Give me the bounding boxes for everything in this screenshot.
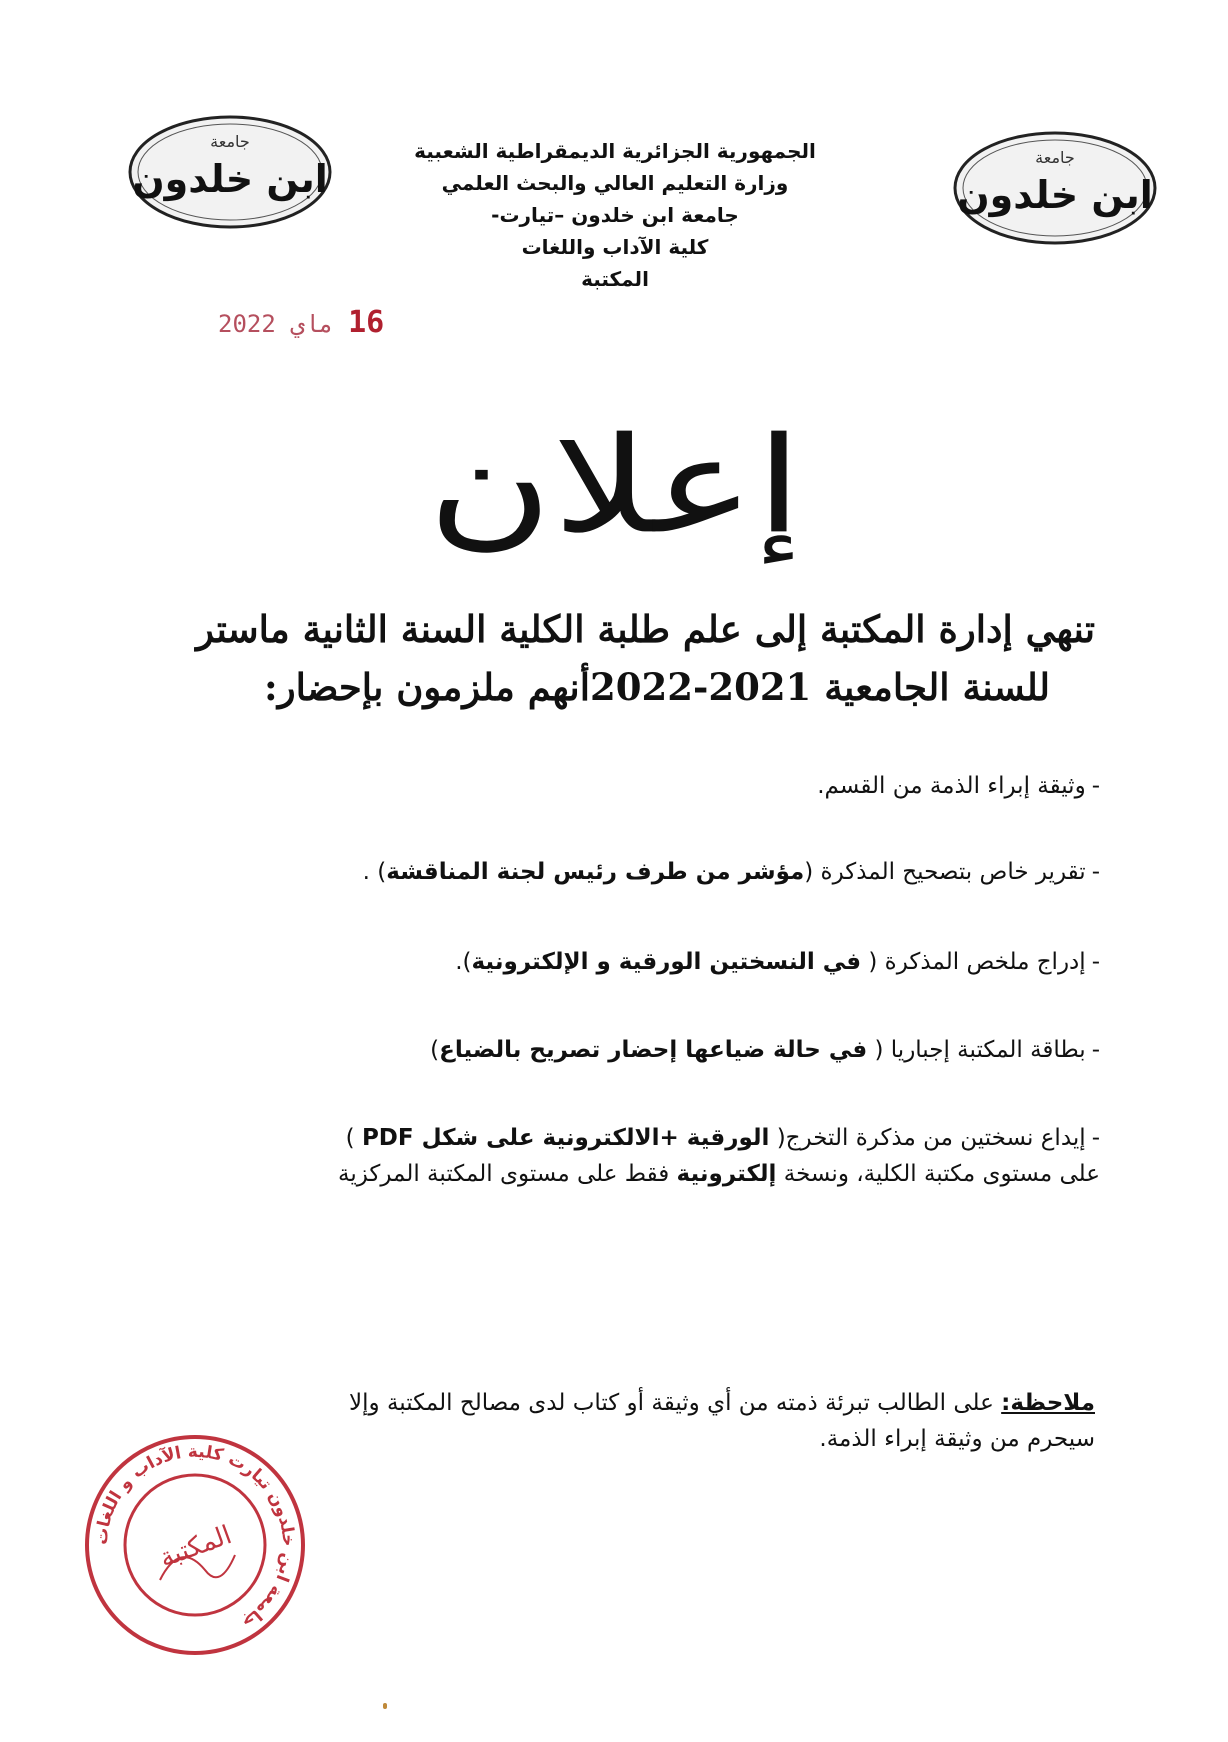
logo-left-text: ابن خلدون — [132, 157, 328, 201]
page-title: إعلان — [427, 408, 803, 564]
university-logo-right — [950, 128, 1160, 248]
requirement-item: -إيداع نسختين من مذكرة التخرج( الورقية +الالكترونية على شكل PDF ) — [345, 1125, 1100, 1151]
note-line-2: سيحرم من وثيقة إبراء الذمة. — [819, 1426, 1095, 1452]
requirement-item-continuation: على مستوى مكتبة الكلية، ونسخة إلكترونية فقط على مستوى المكتبة المركزية — [337, 1161, 1100, 1187]
logo-right-label: جامعة — [1035, 148, 1075, 167]
intro-line-1: تنهي إدارة المكتبة إلى علم طلبة الكلية السنة الثانية ماستر — [196, 607, 1095, 651]
requirement-item: -إدراج ملخص المذكرة ( في النسختين الورقية و الإلكترونية). — [455, 949, 1100, 975]
scan-speck — [383, 1703, 387, 1709]
requirement-item: -تقرير خاص بتصحيح المذكرة (مؤشر من طرف رئيس لجنة المناقشة) . — [362, 859, 1100, 885]
university-logo-left — [125, 112, 335, 232]
note-label: ملاحظة: — [1001, 1390, 1095, 1416]
seal-ring-text: جامعة ابن خلدون تيارت كلية الآداب و اللغات — [91, 1441, 299, 1633]
requirement-item: -وثيقة إبراء الذمة من القسم. — [817, 773, 1100, 799]
requirement-item: -بطاقة المكتبة إجباريا ( في حالة ضياعها إحضار تصريح بالضياع) — [430, 1037, 1100, 1063]
header-country: الجمهورية الجزائرية الديمقراطية الشعبية — [414, 139, 816, 163]
document-header — [380, 135, 850, 295]
header-ministry: وزارة التعليم العالي والبحث العلمي — [441, 171, 789, 195]
header-library: المكتبة — [581, 267, 649, 291]
date-year: 2022 — [218, 310, 276, 338]
header-faculty: كلية الآداب واللغات — [521, 235, 709, 259]
date-day: 16 — [348, 305, 385, 340]
note-line-1: ملاحظة: على الطالب تبرئة ذمته من أي وثيقة أو كتاب لدى مصالح المكتبة وإلا — [349, 1390, 1095, 1416]
seal-center-text: المكتبة — [155, 1520, 236, 1574]
logo-left-label: جامعة — [210, 132, 250, 151]
logo-right-text: ابن خلدون — [957, 173, 1153, 217]
date-month: ماي — [290, 310, 334, 338]
intro-line-2: للسنة الجامعية 2021-2022أنهم ملزمون بإحضار: — [264, 665, 1050, 709]
header-university: جامعة ابن خلدون –تيارت- — [491, 203, 739, 227]
date-stamp — [218, 305, 398, 340]
announcement-intro — [150, 600, 1095, 716]
official-seal-stamp — [80, 1430, 310, 1660]
